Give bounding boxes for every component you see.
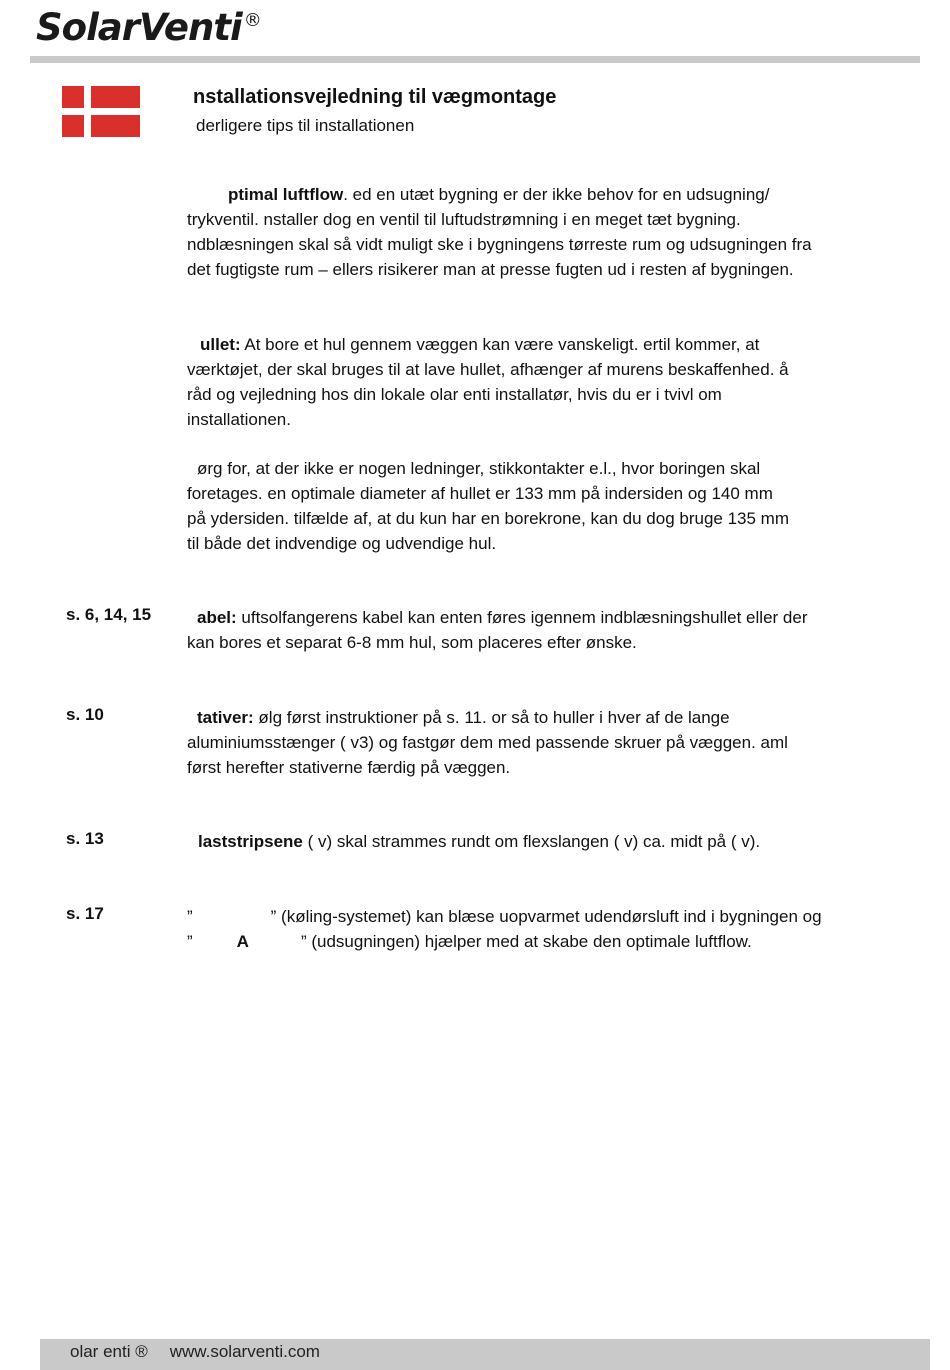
page-reference: s. 13 — [66, 829, 104, 848]
footer — [70, 1342, 320, 1362]
section-heading: ullet: — [200, 335, 241, 354]
page-subtitle: derligere tips til installationen — [196, 116, 415, 135]
text-line: råd og vejledning hos din lokale olar enti installatør, hvis du er i tvivl om — [187, 385, 722, 404]
text-line: kan bores et separat 6-8 mm hul, som placeres efter ønske. — [187, 633, 637, 652]
section-heading: tativer: — [197, 708, 254, 727]
section-heading: abel: — [197, 608, 237, 627]
header-divider — [30, 56, 920, 63]
section-strips — [187, 829, 887, 854]
section-stativer — [187, 705, 887, 780]
section-text: uftsolfangerens kabel kan enten føres igennem indblæsningshullet eller der — [236, 608, 808, 627]
page-title: nstallationsvejledning til vægmontage — [193, 86, 557, 108]
footer-brand: olar enti ® — [70, 1342, 148, 1361]
text-line: på ydersiden. tilfælde af, at du kun har en borekrone, kan du dog bruge 135 mm — [187, 509, 789, 528]
text-line: værktøjet, der skal bruges til at lave hullet, afhænger af murens beskaffenhed. å — [187, 360, 789, 379]
section-text: ” (køling-systemet) kan blæse uopvarmet udendørsluft ind i bygningen og — [270, 907, 822, 926]
text-line: installationen. — [187, 410, 291, 429]
section-text: ( v) skal strammes rundt om flexslangen ( v) ca. midt på ( v). — [302, 832, 761, 851]
section-text: ” (udsugningen) hjælper med at skabe den optimale luftflow. — [300, 932, 752, 951]
section-text: At bore et hul gennem væggen kan være vanskeligt. ertil kommer, at — [240, 335, 760, 354]
logo-text: SolarVenti — [36, 6, 242, 49]
registered-mark: ® — [243, 10, 261, 31]
page-reference: s. 17 — [66, 904, 104, 923]
text-line: ørg for, at der ikke er nogen ledninger, stikkontakter e.l., hvor boringen skal — [197, 459, 761, 478]
solarventi-logo — [36, 6, 261, 49]
text-line: foretages. en optimale diameter af hullet er 133 mm på indersiden og 140 mm — [187, 484, 773, 503]
danish-flag-icon — [62, 86, 140, 137]
open-quote: ” — [187, 932, 193, 951]
page-reference: s. 10 — [66, 705, 104, 724]
section-boring — [187, 456, 887, 556]
bold-letter: A — [236, 932, 249, 951]
section-heading: laststripsene — [198, 832, 303, 851]
footer-url[interactable]: www.solarventi.com — [169, 1342, 320, 1361]
text-line: trykventil. nstaller dog en ventil til luftudstrømning i en meget tæt bygning. — [187, 210, 741, 229]
text-line: ndblæsningen skal så vidt muligt ske i bygningens tørreste rum og udsugningen fra — [187, 235, 812, 254]
section-text: . ed en utæt bygning er der ikke behov for en udsugning/ — [343, 185, 770, 204]
section-text: ølg først instruktioner på s. 11. or så to huller i hver af de lange — [253, 708, 730, 727]
section-heading: ptimal luftflow — [228, 185, 344, 204]
text-line: først herefter stativerne færdig på væggen. — [187, 758, 511, 777]
open-quote: ” — [187, 907, 193, 926]
section-koling — [187, 904, 887, 954]
text-line: det fugtigste rum – ellers risikerer man at presse fugten ud i resten af bygningen. — [187, 260, 794, 279]
text-line: aluminiumsstænger ( v3) og fastgør dem med passende skruer på væggen. aml — [187, 733, 788, 752]
section-kabel — [187, 605, 887, 655]
text-line: til både det indvendige og udvendige hul. — [187, 534, 497, 553]
section-luftflow — [187, 182, 887, 282]
page-reference: s. 6, 14, 15 — [66, 605, 152, 624]
section-hullet — [187, 332, 887, 432]
